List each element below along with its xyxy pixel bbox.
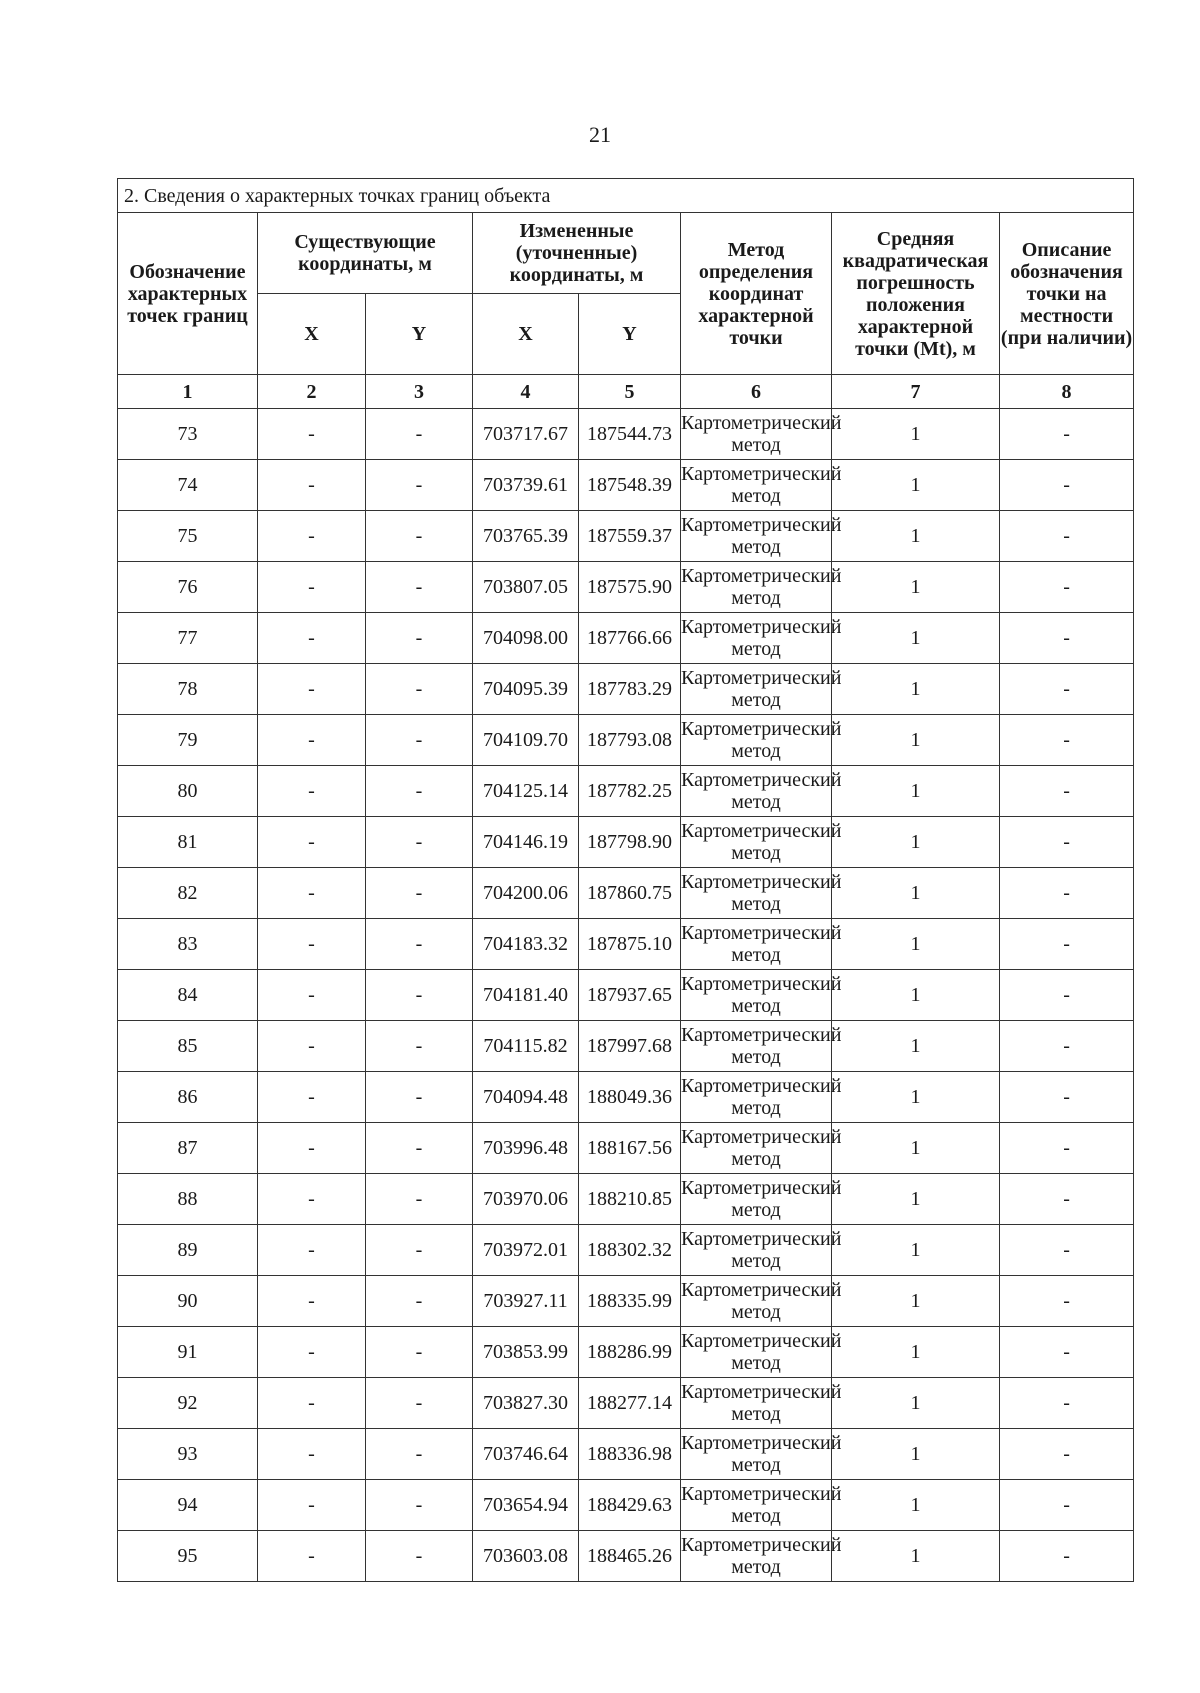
description-cell: - bbox=[1000, 511, 1134, 562]
point-cell: 81 bbox=[118, 817, 258, 868]
table-row bbox=[118, 562, 1134, 613]
existing-x-cell: - bbox=[258, 664, 366, 715]
description-cell: - bbox=[1000, 1225, 1134, 1276]
y-cell: 188465.26 bbox=[579, 1531, 681, 1582]
x-cell: 704115.82 bbox=[473, 1021, 579, 1072]
table-row bbox=[118, 664, 1134, 715]
x-cell: 703807.05 bbox=[473, 562, 579, 613]
table-row bbox=[118, 817, 1134, 868]
table-row bbox=[118, 1072, 1134, 1123]
table-caption: 2. Сведения о характерных точках границ объекта bbox=[118, 179, 1134, 213]
method-cell: Картометрический метод bbox=[681, 1021, 832, 1072]
column-number: 1 bbox=[118, 375, 258, 409]
header-description: Описание обозначения точки на местности (при наличии) bbox=[1000, 213, 1134, 375]
y-cell: 187997.68 bbox=[579, 1021, 681, 1072]
y-cell: 187575.90 bbox=[579, 562, 681, 613]
error-cell: 1 bbox=[832, 766, 1000, 817]
method-cell: Картометрический метод bbox=[681, 868, 832, 919]
x-cell: 703853.99 bbox=[473, 1327, 579, 1378]
existing-x-cell: - bbox=[258, 613, 366, 664]
description-cell: - bbox=[1000, 817, 1134, 868]
existing-y-cell: - bbox=[366, 919, 473, 970]
description-cell: - bbox=[1000, 970, 1134, 1021]
x-cell: 703717.67 bbox=[473, 409, 579, 460]
method-cell: Картометрический метод bbox=[681, 664, 832, 715]
existing-y-cell: - bbox=[366, 409, 473, 460]
x-cell: 704125.14 bbox=[473, 766, 579, 817]
column-number: 5 bbox=[579, 375, 681, 409]
header-existing-y: Y bbox=[366, 294, 473, 375]
header-changed-x: X bbox=[473, 294, 579, 375]
description-cell: - bbox=[1000, 1429, 1134, 1480]
error-cell: 1 bbox=[832, 970, 1000, 1021]
method-cell: Картометрический метод bbox=[681, 1225, 832, 1276]
error-cell: 1 bbox=[832, 1174, 1000, 1225]
point-cell: 82 bbox=[118, 868, 258, 919]
existing-y-cell: - bbox=[366, 817, 473, 868]
error-cell: 1 bbox=[832, 868, 1000, 919]
table-row bbox=[118, 613, 1134, 664]
existing-y-cell: - bbox=[366, 1225, 473, 1276]
description-cell: - bbox=[1000, 613, 1134, 664]
description-cell: - bbox=[1000, 715, 1134, 766]
header-existing-x: X bbox=[258, 294, 366, 375]
description-cell: - bbox=[1000, 562, 1134, 613]
table-row bbox=[118, 1123, 1134, 1174]
existing-y-cell: - bbox=[366, 460, 473, 511]
error-cell: 1 bbox=[832, 613, 1000, 664]
table-row bbox=[118, 715, 1134, 766]
existing-x-cell: - bbox=[258, 511, 366, 562]
point-cell: 80 bbox=[118, 766, 258, 817]
method-cell: Картометрический метод bbox=[681, 970, 832, 1021]
x-cell: 703972.01 bbox=[473, 1225, 579, 1276]
existing-y-cell: - bbox=[366, 1276, 473, 1327]
point-cell: 88 bbox=[118, 1174, 258, 1225]
description-cell: - bbox=[1000, 1021, 1134, 1072]
existing-y-cell: - bbox=[366, 1378, 473, 1429]
table-row bbox=[118, 1378, 1134, 1429]
point-cell: 73 bbox=[118, 409, 258, 460]
page-number: 21 bbox=[589, 122, 611, 147]
column-number: 8 bbox=[1000, 375, 1134, 409]
method-cell: Картометрический метод bbox=[681, 409, 832, 460]
description-cell: - bbox=[1000, 1327, 1134, 1378]
point-cell: 92 bbox=[118, 1378, 258, 1429]
x-cell: 704183.32 bbox=[473, 919, 579, 970]
x-cell: 704200.06 bbox=[473, 868, 579, 919]
existing-y-cell: - bbox=[366, 562, 473, 613]
y-cell: 188429.63 bbox=[579, 1480, 681, 1531]
point-cell: 74 bbox=[118, 460, 258, 511]
error-cell: 1 bbox=[832, 715, 1000, 766]
y-cell: 187875.10 bbox=[579, 919, 681, 970]
description-cell: - bbox=[1000, 1480, 1134, 1531]
table-row bbox=[118, 460, 1134, 511]
existing-x-cell: - bbox=[258, 817, 366, 868]
existing-x-cell: - bbox=[258, 1480, 366, 1531]
method-cell: Картометрический метод bbox=[681, 1174, 832, 1225]
y-cell: 187793.08 bbox=[579, 715, 681, 766]
table-row bbox=[118, 1174, 1134, 1225]
error-cell: 1 bbox=[832, 1378, 1000, 1429]
x-cell: 703603.08 bbox=[473, 1531, 579, 1582]
error-cell: 1 bbox=[832, 817, 1000, 868]
y-cell: 187766.66 bbox=[579, 613, 681, 664]
description-cell: - bbox=[1000, 409, 1134, 460]
x-cell: 704181.40 bbox=[473, 970, 579, 1021]
table-body bbox=[118, 409, 1134, 1582]
existing-y-cell: - bbox=[366, 1072, 473, 1123]
y-cell: 187798.90 bbox=[579, 817, 681, 868]
table-row bbox=[118, 1021, 1134, 1072]
method-cell: Картометрический метод bbox=[681, 1072, 832, 1123]
column-number: 7 bbox=[832, 375, 1000, 409]
existing-x-cell: - bbox=[258, 1174, 366, 1225]
existing-y-cell: - bbox=[366, 715, 473, 766]
existing-x-cell: - bbox=[258, 1378, 366, 1429]
table-row bbox=[118, 409, 1134, 460]
x-cell: 703827.30 bbox=[473, 1378, 579, 1429]
x-cell: 703970.06 bbox=[473, 1174, 579, 1225]
y-cell: 187937.65 bbox=[579, 970, 681, 1021]
header-changed-coords: Измененные (уточненные) координаты, м bbox=[473, 213, 681, 294]
error-cell: 1 bbox=[832, 1327, 1000, 1378]
y-cell: 188335.99 bbox=[579, 1276, 681, 1327]
existing-y-cell: - bbox=[366, 1429, 473, 1480]
description-cell: - bbox=[1000, 664, 1134, 715]
point-cell: 93 bbox=[118, 1429, 258, 1480]
method-cell: Картометрический метод bbox=[681, 1480, 832, 1531]
error-cell: 1 bbox=[832, 1225, 1000, 1276]
description-cell: - bbox=[1000, 1276, 1134, 1327]
description-cell: - bbox=[1000, 460, 1134, 511]
existing-x-cell: - bbox=[258, 970, 366, 1021]
header-designation: Обозначение характерных точек границ bbox=[118, 213, 258, 375]
existing-x-cell: - bbox=[258, 919, 366, 970]
error-cell: 1 bbox=[832, 664, 1000, 715]
error-cell: 1 bbox=[832, 511, 1000, 562]
error-cell: 1 bbox=[832, 409, 1000, 460]
method-cell: Картометрический метод bbox=[681, 511, 832, 562]
point-cell: 90 bbox=[118, 1276, 258, 1327]
point-cell: 86 bbox=[118, 1072, 258, 1123]
table-row bbox=[118, 1327, 1134, 1378]
x-cell: 704095.39 bbox=[473, 664, 579, 715]
point-cell: 77 bbox=[118, 613, 258, 664]
existing-y-cell: - bbox=[366, 868, 473, 919]
x-cell: 703996.48 bbox=[473, 1123, 579, 1174]
table-row bbox=[118, 1429, 1134, 1480]
header-error: Средняя квадратическая погрешность положения характерной точки (Mt), м bbox=[832, 213, 1000, 375]
point-cell: 78 bbox=[118, 664, 258, 715]
existing-y-cell: - bbox=[366, 613, 473, 664]
x-cell: 703746.64 bbox=[473, 1429, 579, 1480]
table-row bbox=[118, 1480, 1134, 1531]
error-cell: 1 bbox=[832, 1072, 1000, 1123]
x-cell: 704146.19 bbox=[473, 817, 579, 868]
table-row bbox=[118, 766, 1134, 817]
header-existing-coords: Существующие координаты, м bbox=[258, 213, 473, 294]
table-row bbox=[118, 511, 1134, 562]
column-number: 6 bbox=[681, 375, 832, 409]
existing-y-cell: - bbox=[366, 1174, 473, 1225]
error-cell: 1 bbox=[832, 1276, 1000, 1327]
method-cell: Картометрический метод bbox=[681, 613, 832, 664]
point-cell: 87 bbox=[118, 1123, 258, 1174]
point-cell: 85 bbox=[118, 1021, 258, 1072]
y-cell: 188049.36 bbox=[579, 1072, 681, 1123]
y-cell: 187860.75 bbox=[579, 868, 681, 919]
existing-x-cell: - bbox=[258, 1225, 366, 1276]
existing-x-cell: - bbox=[258, 715, 366, 766]
table-row bbox=[118, 919, 1134, 970]
x-cell: 703654.94 bbox=[473, 1480, 579, 1531]
method-cell: Картометрический метод bbox=[681, 715, 832, 766]
point-cell: 94 bbox=[118, 1480, 258, 1531]
point-cell: 89 bbox=[118, 1225, 258, 1276]
method-cell: Картометрический метод bbox=[681, 1276, 832, 1327]
error-cell: 1 bbox=[832, 460, 1000, 511]
point-cell: 84 bbox=[118, 970, 258, 1021]
table-row bbox=[118, 970, 1134, 1021]
existing-x-cell: - bbox=[258, 1429, 366, 1480]
existing-y-cell: - bbox=[366, 511, 473, 562]
error-cell: 1 bbox=[832, 1531, 1000, 1582]
existing-x-cell: - bbox=[258, 1531, 366, 1582]
y-cell: 188286.99 bbox=[579, 1327, 681, 1378]
y-cell: 188277.14 bbox=[579, 1378, 681, 1429]
method-cell: Картометрический метод bbox=[681, 1327, 832, 1378]
description-cell: - bbox=[1000, 766, 1134, 817]
method-cell: Картометрический метод bbox=[681, 817, 832, 868]
method-cell: Картометрический метод bbox=[681, 1378, 832, 1429]
existing-y-cell: - bbox=[366, 1123, 473, 1174]
x-cell: 704109.70 bbox=[473, 715, 579, 766]
description-cell: - bbox=[1000, 1531, 1134, 1582]
point-cell: 95 bbox=[118, 1531, 258, 1582]
description-cell: - bbox=[1000, 1378, 1134, 1429]
y-cell: 188302.32 bbox=[579, 1225, 681, 1276]
point-cell: 75 bbox=[118, 511, 258, 562]
y-cell: 187548.39 bbox=[579, 460, 681, 511]
existing-x-cell: - bbox=[258, 1021, 366, 1072]
description-cell: - bbox=[1000, 1072, 1134, 1123]
x-cell: 703739.61 bbox=[473, 460, 579, 511]
x-cell: 704094.48 bbox=[473, 1072, 579, 1123]
existing-x-cell: - bbox=[258, 1072, 366, 1123]
x-cell: 703765.39 bbox=[473, 511, 579, 562]
y-cell: 188210.85 bbox=[579, 1174, 681, 1225]
existing-y-cell: - bbox=[366, 766, 473, 817]
y-cell: 187559.37 bbox=[579, 511, 681, 562]
y-cell: 188336.98 bbox=[579, 1429, 681, 1480]
existing-x-cell: - bbox=[258, 868, 366, 919]
existing-x-cell: - bbox=[258, 1123, 366, 1174]
table-row bbox=[118, 1276, 1134, 1327]
y-cell: 188167.56 bbox=[579, 1123, 681, 1174]
method-cell: Картометрический метод bbox=[681, 460, 832, 511]
error-cell: 1 bbox=[832, 1480, 1000, 1531]
error-cell: 1 bbox=[832, 919, 1000, 970]
existing-y-cell: - bbox=[366, 1021, 473, 1072]
method-cell: Картометрический метод bbox=[681, 1123, 832, 1174]
existing-y-cell: - bbox=[366, 1480, 473, 1531]
description-cell: - bbox=[1000, 868, 1134, 919]
existing-x-cell: - bbox=[258, 1276, 366, 1327]
method-cell: Картометрический метод bbox=[681, 1531, 832, 1582]
existing-x-cell: - bbox=[258, 1327, 366, 1378]
column-number: 3 bbox=[366, 375, 473, 409]
existing-x-cell: - bbox=[258, 562, 366, 613]
existing-x-cell: - bbox=[258, 766, 366, 817]
y-cell: 187783.29 bbox=[579, 664, 681, 715]
existing-y-cell: - bbox=[366, 970, 473, 1021]
error-cell: 1 bbox=[832, 1021, 1000, 1072]
point-cell: 91 bbox=[118, 1327, 258, 1378]
table-row bbox=[118, 1531, 1134, 1582]
method-cell: Картометрический метод bbox=[681, 919, 832, 970]
existing-y-cell: - bbox=[366, 1327, 473, 1378]
header-method: Метод определения координат характерной точки bbox=[681, 213, 832, 375]
boundary-points-table bbox=[117, 178, 1134, 1582]
error-cell: 1 bbox=[832, 1429, 1000, 1480]
method-cell: Картометрический метод bbox=[681, 562, 832, 613]
existing-x-cell: - bbox=[258, 460, 366, 511]
y-cell: 187782.25 bbox=[579, 766, 681, 817]
error-cell: 1 bbox=[832, 1123, 1000, 1174]
column-number: 2 bbox=[258, 375, 366, 409]
table-row bbox=[118, 1225, 1134, 1276]
method-cell: Картометрический метод bbox=[681, 1429, 832, 1480]
point-cell: 79 bbox=[118, 715, 258, 766]
table-row bbox=[118, 868, 1134, 919]
existing-y-cell: - bbox=[366, 664, 473, 715]
description-cell: - bbox=[1000, 919, 1134, 970]
description-cell: - bbox=[1000, 1174, 1134, 1225]
existing-y-cell: - bbox=[366, 1531, 473, 1582]
column-number: 4 bbox=[473, 375, 579, 409]
point-cell: 83 bbox=[118, 919, 258, 970]
header-changed-y: Y bbox=[579, 294, 681, 375]
y-cell: 187544.73 bbox=[579, 409, 681, 460]
x-cell: 704098.00 bbox=[473, 613, 579, 664]
x-cell: 703927.11 bbox=[473, 1276, 579, 1327]
description-cell: - bbox=[1000, 1123, 1134, 1174]
error-cell: 1 bbox=[832, 562, 1000, 613]
point-cell: 76 bbox=[118, 562, 258, 613]
method-cell: Картометрический метод bbox=[681, 766, 832, 817]
existing-x-cell: - bbox=[258, 409, 366, 460]
